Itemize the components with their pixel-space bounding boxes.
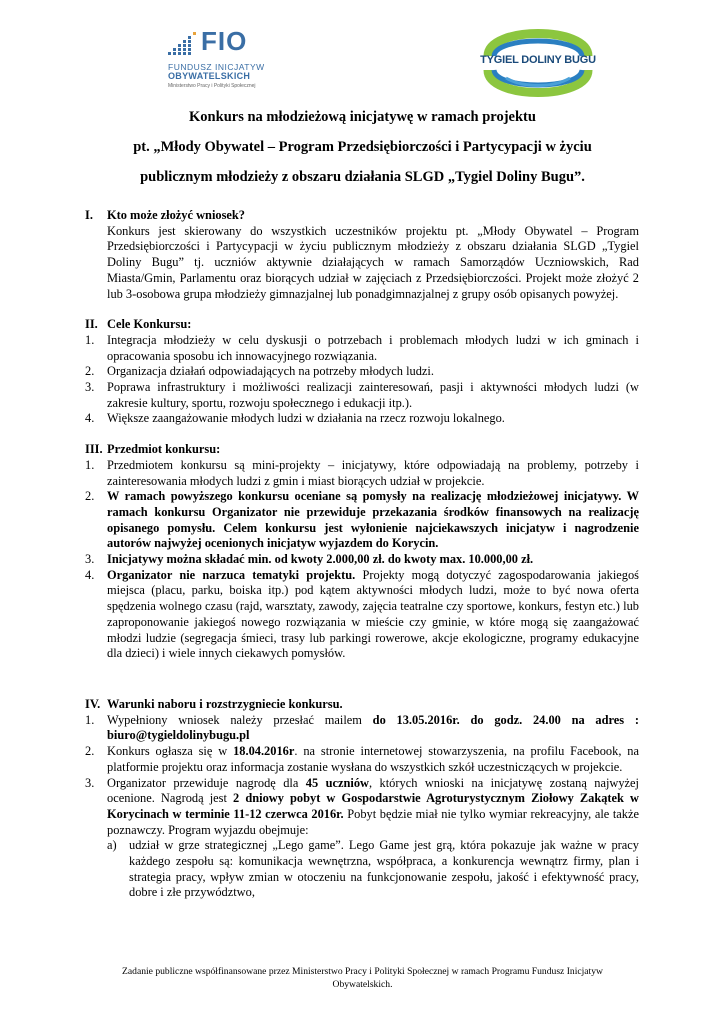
header-logos <box>0 18 725 103</box>
list-item <box>85 713 639 744</box>
list-item <box>85 411 639 427</box>
tygiel-doliny-bugu-logo <box>478 18 598 103</box>
item-text: Pobyt będzie miał nie tylko wymiar rekreacyjny, ale także poznawczy. Program wyjazdu obejmuje: <box>107 806 639 837</box>
sub-list-item <box>107 838 639 901</box>
document-body <box>85 208 640 901</box>
fio-ministry: Ministerstwo Pracy i Polityki Społecznej <box>168 83 256 89</box>
item-text: Inicjatywy można składać min. od kwoty 2.000,00 zł. do kwoty max. 10.000,00 zł. <box>107 552 534 567</box>
item-number: 1. <box>85 332 95 347</box>
title-line-1: Konkurs na młodzieżową inicjatywę w ramach projektu <box>189 109 536 125</box>
item-text: W ramach powyższego konkursu oceniane są pomysły na realizację młodzieżowej inicjatywy. W ramach konkursu Organizator nie przewiduje przekazania środków finansowych na realizację opisanego pomysłu. Celem konkursu jest wyłonienie najciekawszych inicjatyw i nagrodzenie autorów najwyżej ocenionych inicjatyw wyjazdem do Korycin. <box>107 489 639 551</box>
item-number: 3. <box>85 775 95 790</box>
list-item <box>85 364 639 380</box>
section-heading <box>85 442 639 458</box>
deadline-and-email: do 13.05.2016r. do godz. 24.00 na adres : biuro@tygieldolinybugu.pl <box>107 712 640 743</box>
section-title: Warunki naboru i rozstrzygniecie konkursu. <box>107 696 343 711</box>
item-number: 3. <box>85 552 95 567</box>
list-item <box>85 380 639 411</box>
list-item <box>85 744 639 775</box>
section-goals <box>85 317 639 427</box>
list-item <box>85 489 639 552</box>
item-text: Integracja młodzieży w celu dyskusji o potrzebach i problemach młodych ludzi w ich gminach i opracowania sposobu ich innowacyjnego rozwiązania. <box>107 332 639 363</box>
section-title: Cele Konkursu: <box>107 317 192 332</box>
tdb-name: TYGIEL DOLINY BUGU <box>480 54 596 66</box>
item-number: 2. <box>85 744 95 759</box>
item-number: 4. <box>85 567 95 582</box>
section-heading <box>85 208 639 224</box>
item-number: 2. <box>85 364 95 379</box>
item-number: 3. <box>85 380 95 395</box>
fio-bars-icon <box>168 32 198 58</box>
list-item <box>85 568 639 662</box>
announcement-date: 18.04.2016r <box>233 744 295 759</box>
item-text: Projekty mogą dotyczyć zagospodarowania jakiegoś miejsca (placu, parku, boiska itp.) pod kątem aktywności młodych ludzi, może to być nowa oferta spędzenia wolnego czasu (rajd, warsztaty, zawody, zajęcia teatralne czy sportowe, konkurs, festyn etc.) lub zaproponowanie jakiegoś nowego rozwiązania w mieście czy gminie, w które mogą się zaangażować młodzi ludzie (segregacja śmieci, trasy lub parkingi rowerowe, akcje ekologiczne, programy edukacyjne dla dzieci) i wiele innych ciekawych pomysłów. <box>107 567 639 661</box>
prize-description: 2 dniowy pobyt w Gospodarstwie Agroturystycznym Ziołowy Zakątek w Korycinach w terminie 11-12 czerwca 2016r. <box>107 791 639 821</box>
item-text: Przedmiotem konkursu są mini-projekty – inicjatywy, które odpowiadają na problemy, potrzeby i zainteresowania młodych ludzi z gmin i miast biorących udział w projekcie. <box>107 457 639 488</box>
item-number: 1. <box>85 457 95 472</box>
item-text: . na stronie internetowej stowarzyszenia, na profilu Facebook, na platformie projektu oraz informacja zostanie wysłana do wszystkich szkół uczestniczących w projekcie. <box>107 744 639 774</box>
prize-count: 45 uczniów <box>305 775 369 790</box>
list-item <box>85 776 639 839</box>
list-item <box>85 458 639 489</box>
footer-line-2: Obywatelskich. <box>332 978 393 990</box>
section-title: Przedmiot konkursu: <box>107 442 221 457</box>
item-number: 4. <box>85 411 95 426</box>
item-bold-text: Organizator nie narzuca tematyki projektu. <box>107 567 356 582</box>
section-subject <box>85 442 639 662</box>
item-text: Konkurs ogłasza się w <box>107 744 234 759</box>
section-heading <box>85 697 639 713</box>
section-number: II. <box>85 317 98 332</box>
document-title <box>80 102 645 192</box>
section-number: III. <box>85 442 103 457</box>
page-footer <box>90 966 635 991</box>
fio-abbr: FIO <box>201 26 248 56</box>
section-who-can-apply <box>85 208 639 302</box>
title-line-3: publicznym młodzieży z obszaru działania SLGD „Tygiel Doliny Bugu”. <box>140 169 585 185</box>
fio-name-line2: OBYWATELSKICH <box>168 71 251 81</box>
section-paragraph: Konkurs jest skierowany do wszystkich uczestników projektu pt. „Młody Obywatel – Program Przedsiębiorczości i Partycypacji w życiu publicznym młodzieży z obszaru działania SLGD „Tygiel Doliny Bugu” tj. uczniów aktywnie działających w ramach Samorządów Uczniowskich, Rad Miasta/Gmin, Parlamentu oraz biorących udział w zajęciach z Przedsiębiorczości. Projekt może złożyć 2 lub 3-osobowa grupa młodzieży gimnazjalnej lub ponadgimnazjalnej z grupy osób opisanych powyżej. <box>107 223 639 301</box>
list-item <box>85 333 639 364</box>
item-number: 2. <box>85 489 95 504</box>
section-conditions <box>85 696 640 901</box>
item-text: Organizacja działań odpowiadających na potrzeby młodych ludzi. <box>107 364 434 379</box>
item-text: Organizator przewiduje nagrodę dla <box>107 775 306 790</box>
item-text: Poprawa infrastruktury i możliwości realizacji zainteresowań, pasji i aktywności młodych ludzi (w zakresie kultury, sportu, rozwoju społecznego i edukacji itp.). <box>107 380 639 410</box>
section-heading <box>85 317 639 333</box>
item-text: , których wnioski na inicjatywę zostaną najwyżej ocenione. Nagrodą jest <box>107 775 639 806</box>
item-text: Większe zaangażowanie młodych ludzi w działania na rzecz rozwoju lokalnego. <box>107 411 505 426</box>
fio-name-line1: FUNDUSZ INICJATYW <box>168 62 265 72</box>
fio-logo <box>168 26 288 96</box>
section-title: Kto może złożyć wniosek? <box>107 208 245 222</box>
sub-item-letter: a) <box>107 838 117 853</box>
list-item <box>85 552 639 568</box>
item-text: Wypełniony wniosek należy przesłać mailem <box>107 712 373 727</box>
section-number: IV. <box>85 696 101 711</box>
title-line-2: pt. „Młody Obywatel – Program Przedsiębiorczości i Partycypacji w życiu <box>133 139 592 155</box>
section-number: I. <box>85 208 93 222</box>
sub-item-text: udział w grze strategicznej „Lego game”. Lego Game jest grą, która pokazuje jak ważne w pracy każdego zespołu są: komunikacja wewnętrzna, współpraca, a konkurencja wewnątrz firmy, plan i strategia pracy, wpływ zmian w otoczeniu na funkcjonowanie zespołu, jakość i efektywność pracy, dobre i złe przywództwo, <box>129 838 639 900</box>
footer-line-1: Zadanie publiczne współfinansowane przez Ministerstwo Pracy i Polityki Społecznej w ramach Programu Fundusz Inicjatyw <box>122 966 603 977</box>
item-number: 1. <box>85 712 95 727</box>
